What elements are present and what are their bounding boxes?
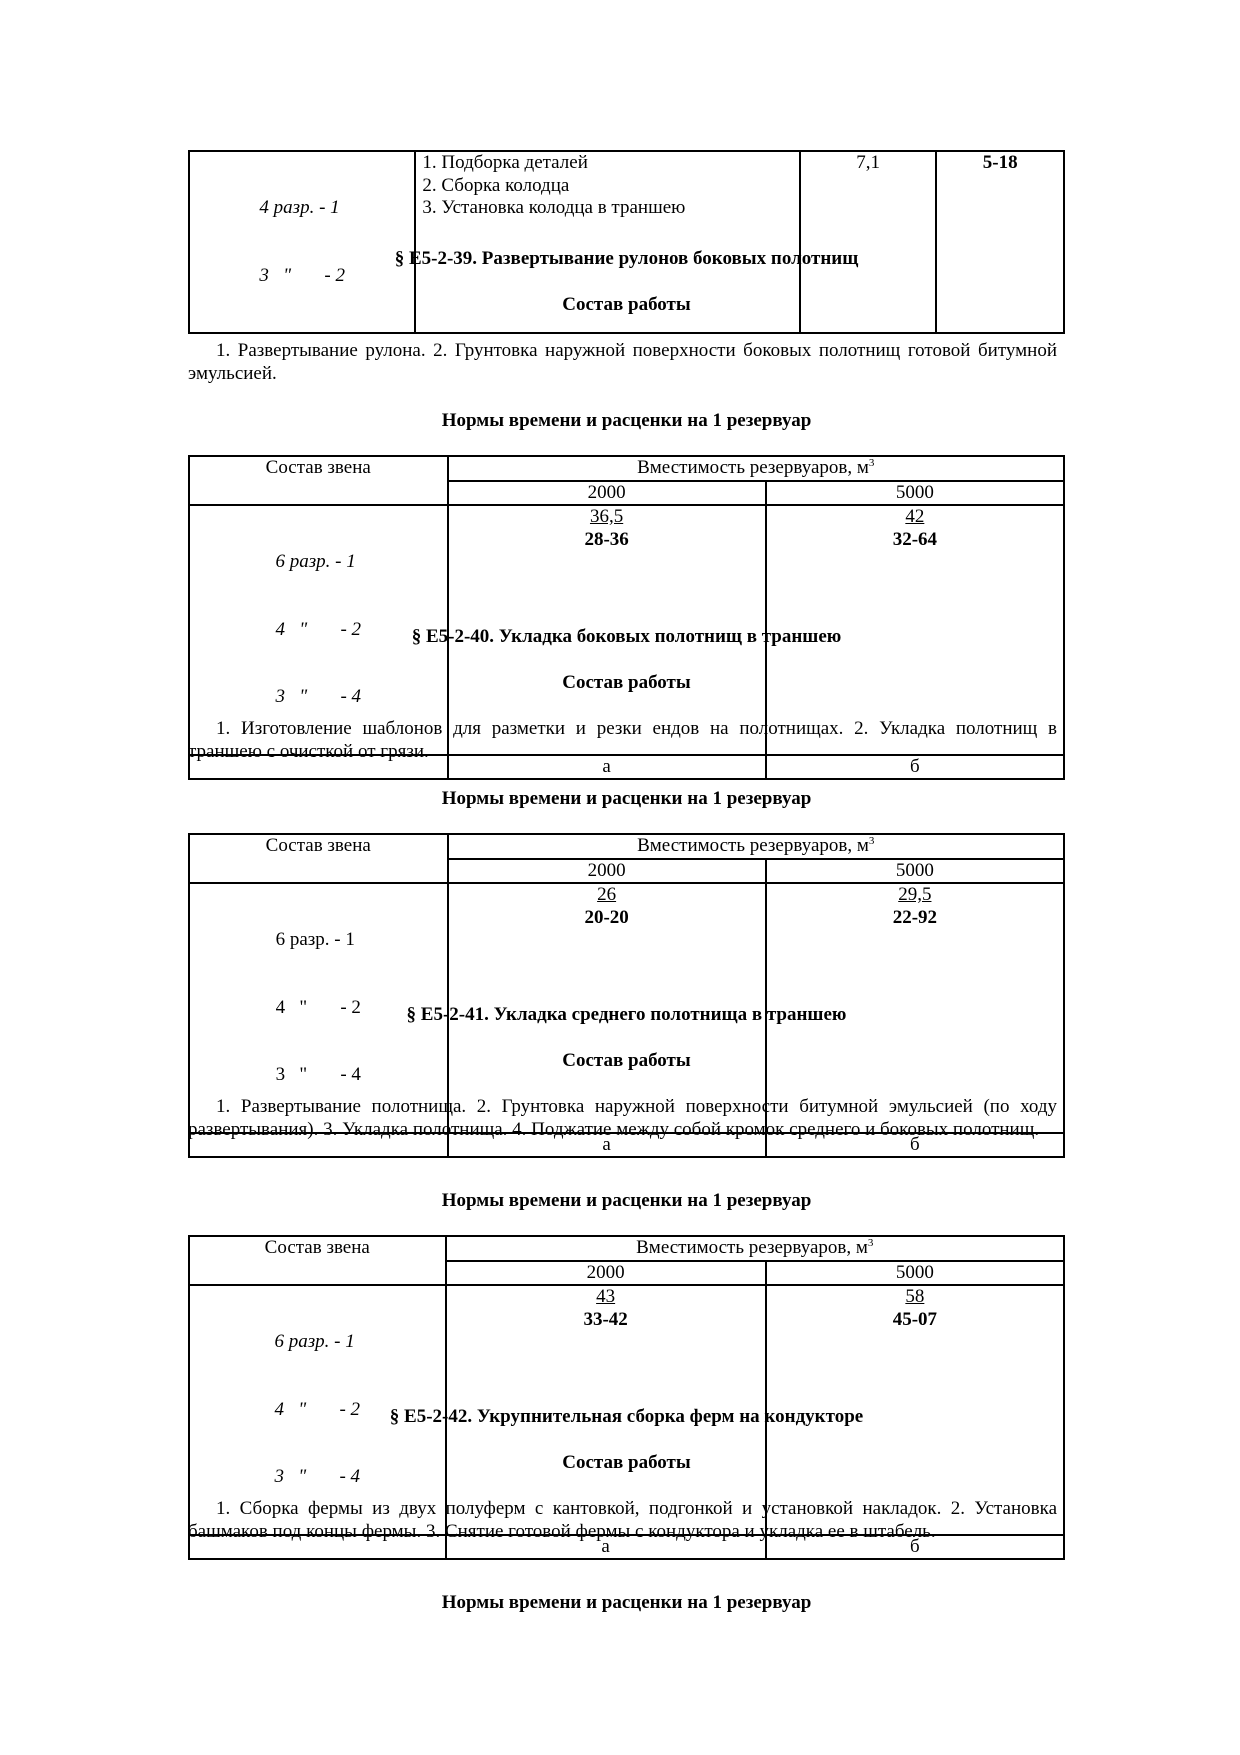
time-norm: 26 — [597, 884, 617, 905]
capacity-label: Вместимость резервуаров, м — [636, 1237, 868, 1258]
work-heading: Состав работы — [562, 672, 691, 693]
price: 28-36 — [584, 528, 629, 550]
time-norm: 29,5 — [898, 884, 932, 905]
crew-line: 4 разр. - 1 — [259, 197, 340, 218]
column-a: а — [446, 1535, 766, 1560]
header-crew: Состав звена — [189, 456, 448, 505]
capacity-unit-sup: 3 — [867, 1237, 874, 1249]
step-item: 1. Подборка деталей — [422, 152, 588, 173]
price: 22-92 — [892, 906, 938, 928]
work-heading: Состав работы — [562, 1050, 691, 1071]
header-crew: Состав звена — [189, 1236, 446, 1285]
step-item: 3. Установка колодца в траншею — [422, 197, 686, 218]
header-5000: 5000 — [766, 1261, 1064, 1286]
crew-line: 3 " - 2 — [259, 264, 345, 286]
price: 20-20 — [584, 906, 629, 928]
norms-heading: Нормы времени и расценки на 1 резервуар — [441, 788, 812, 809]
crew-line: 4 " - 2 — [275, 996, 361, 1018]
header-capacity — [446, 1236, 1064, 1261]
time-norm: 43 — [596, 1286, 616, 1307]
crew-line: 3 " - 4 — [274, 1466, 361, 1487]
price-cell: 5-18 — [936, 151, 1064, 333]
work-text: 1. Развертывание полотнища. 2. Грунтовка наружной поверхности битумной эмульсией (по ходу развертывания). 3. Укладка полотнища. 4. Поджатие между собой кромок среднего и боковых полотнищ. — [188, 1096, 1057, 1140]
section-title: § Е5-2-40. Укладка боковых полотнищ в траншею — [411, 626, 842, 647]
time-norm: 58 — [905, 1286, 925, 1307]
step-item: 2. Сборка колодца — [422, 174, 570, 196]
price: 45-07 — [892, 1308, 938, 1330]
norms-heading: Нормы времени и расценки на 1 резервуар — [441, 1592, 812, 1613]
norms-heading: Нормы времени и расценки на 1 резервуар — [441, 1190, 812, 1211]
column-a: а — [448, 755, 766, 780]
work-text: 1. Развертывание рулона. 2. Грунтовка наружной поверхности боковых полотнищ готовой битумной эмульсией. — [188, 340, 1057, 384]
crew-line: 3 " - 4 — [275, 1064, 361, 1085]
work-heading: Состав работы — [562, 294, 691, 315]
header-2000: 2000 — [448, 859, 766, 884]
price: 33-42 — [583, 1308, 628, 1330]
section-title: § Е5-2-41. Укладка среднего полотнища в траншею — [406, 1004, 847, 1025]
column-b: б — [766, 1535, 1064, 1560]
capacity-unit-sup: 3 — [868, 457, 875, 469]
capacity-label: Вместимость резервуаров, м — [637, 835, 869, 856]
column-a: а — [448, 1133, 766, 1158]
crew-line: 6 разр. - 1 — [275, 551, 356, 572]
header-capacity — [448, 456, 1065, 481]
header-5000: 5000 — [766, 481, 1064, 506]
crew-line: 6 разр. - 1 — [274, 1331, 355, 1352]
header-2000: 2000 — [448, 481, 766, 506]
work-text: 1. Изготовление шаблонов для разметки и резки ендов на полотнищах. 2. Укладка полотнищ в траншею с очисткой от грязи. — [188, 718, 1057, 762]
header-2000: 2000 — [446, 1261, 766, 1286]
time-norm: 42 — [905, 506, 925, 527]
column-b: б — [766, 755, 1064, 780]
time-norm: 36,5 — [589, 506, 624, 527]
column-b: б — [766, 1133, 1064, 1158]
crew-line: 6 разр. - 1 — [275, 929, 355, 950]
capacity-label: Вместимость резервуаров, м — [637, 457, 869, 478]
section-title: § Е5-2-39. Развертывание рулонов боковых полотнищ — [394, 248, 859, 269]
norms-heading: Нормы времени и расценки на 1 резервуар — [441, 410, 812, 431]
header-5000: 5000 — [766, 859, 1064, 884]
work-text: 1. Сборка фермы из двух полуферм с кантовкой, подгонкой и установкой накладок. 2. Установка башмаков под концы фермы. 3. Снятие готовой фермы с кондуктора и укладка ее в штабель. — [188, 1498, 1057, 1542]
work-heading: Состав работы — [562, 1452, 691, 1473]
norm-cell: 7,1 — [800, 151, 937, 333]
header-crew: Состав звена — [189, 834, 448, 883]
section-title: § Е5-2-42. Укрупнительная сборка ферм на кондукторе — [389, 1406, 864, 1427]
price: 32-64 — [892, 528, 938, 550]
crew-line: 4 " - 2 — [274, 1398, 361, 1420]
crew-line: 3 " - 4 — [275, 686, 362, 707]
capacity-unit-sup: 3 — [868, 835, 875, 847]
header-capacity — [448, 834, 1065, 859]
crew-line: 4 " - 2 — [275, 618, 362, 640]
